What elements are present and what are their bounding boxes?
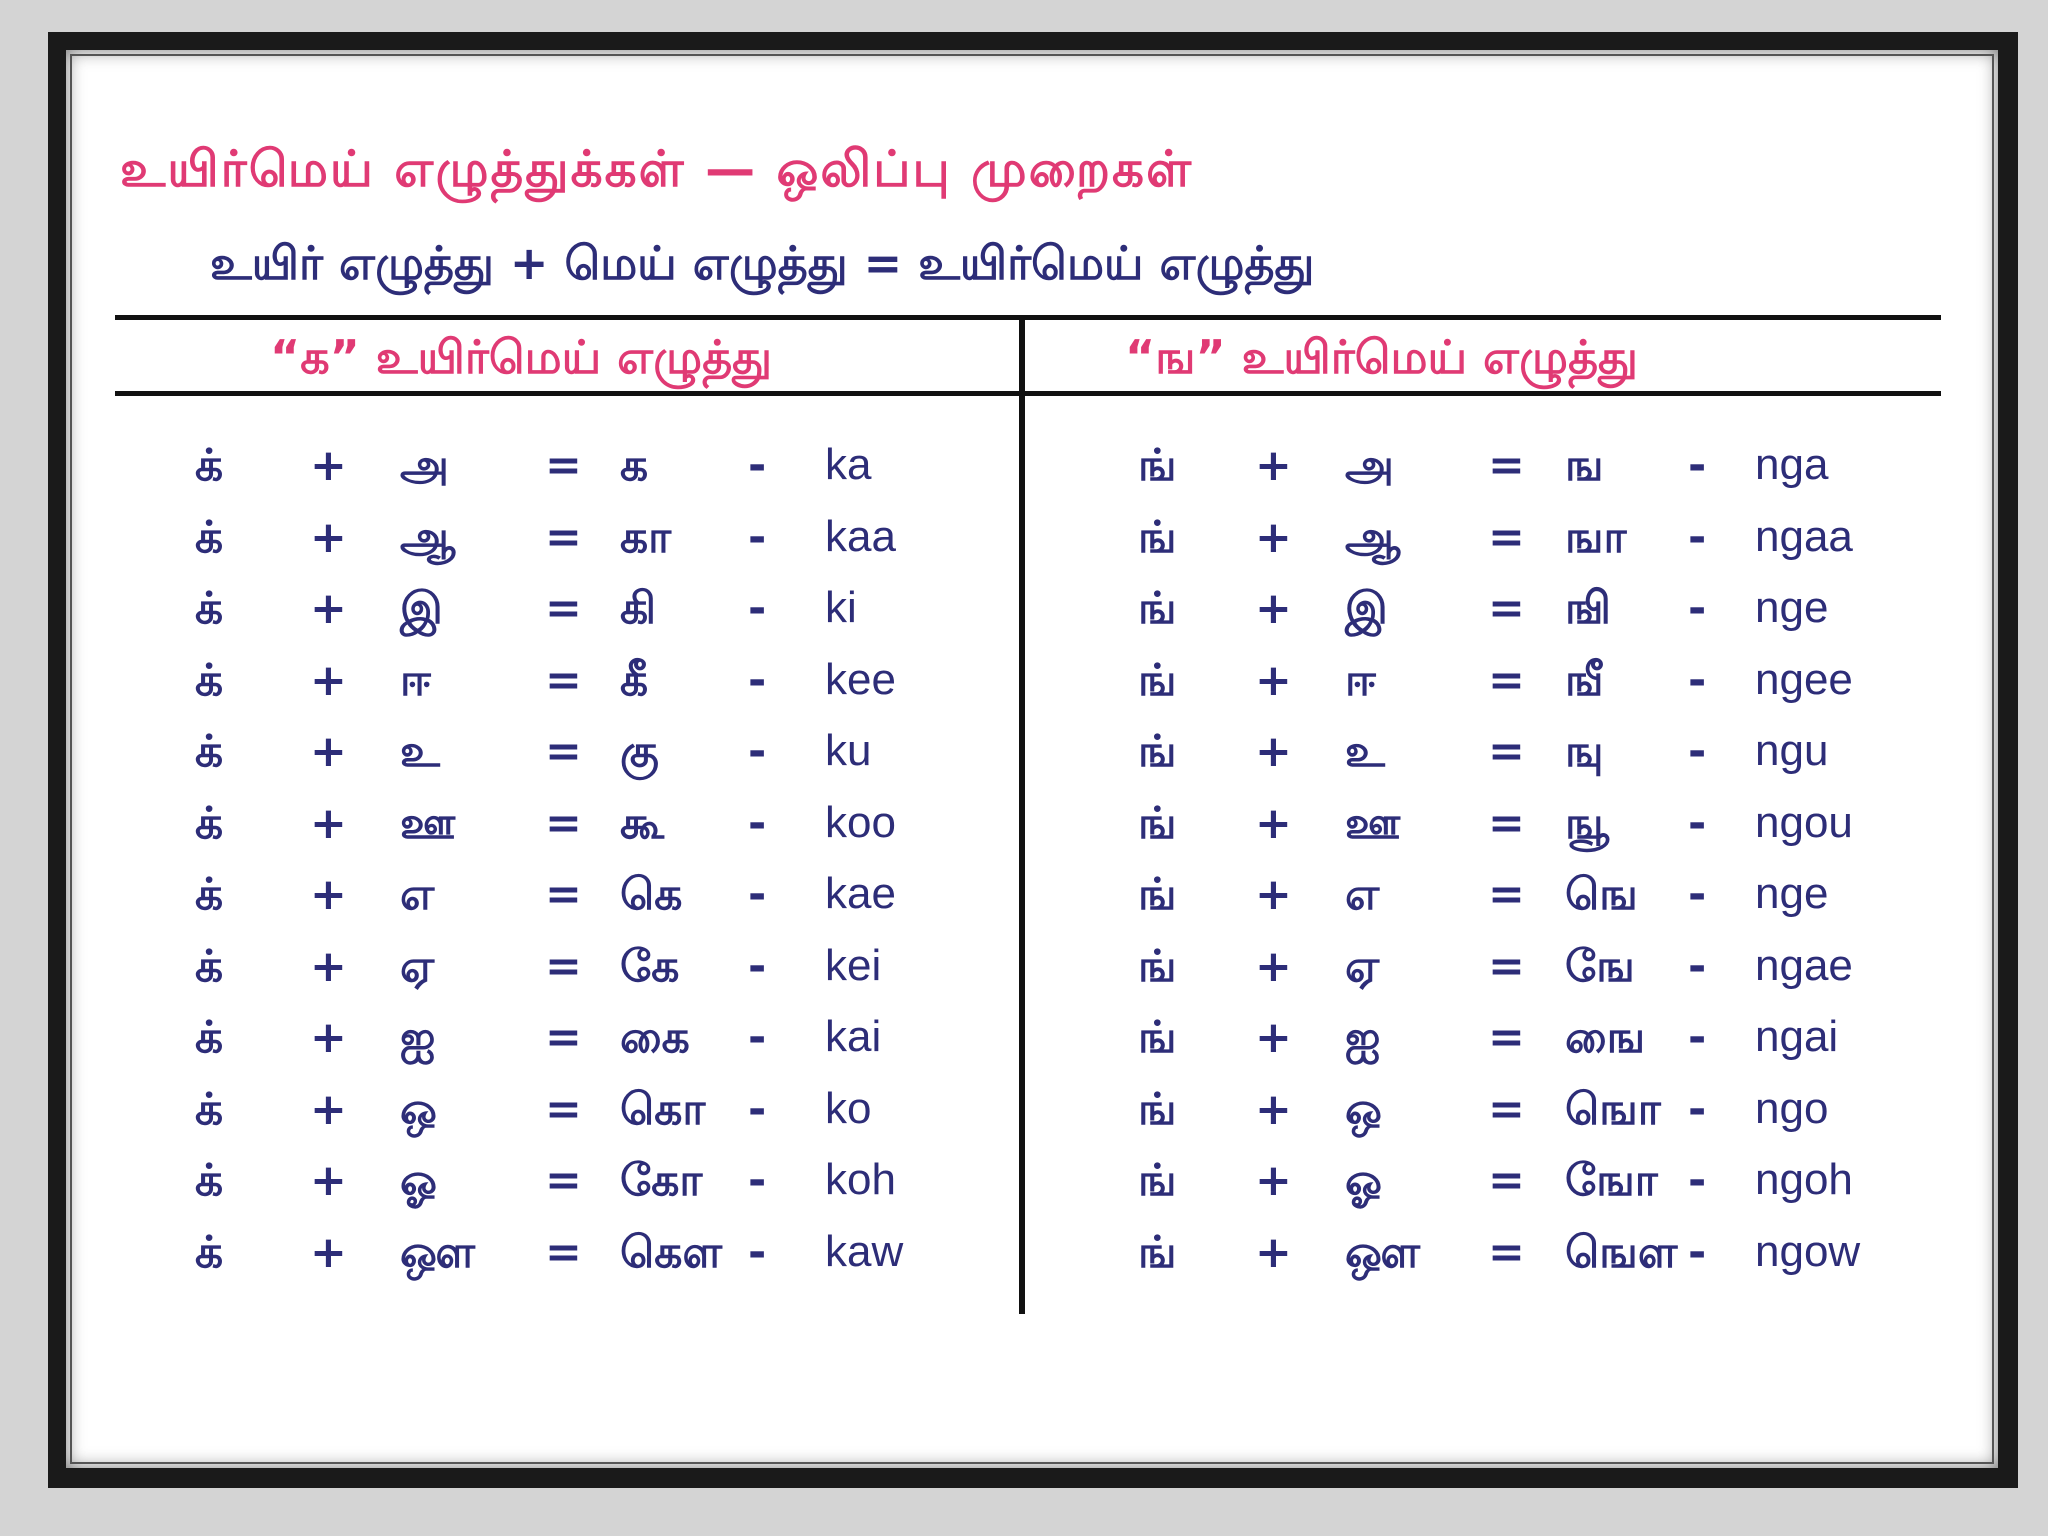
left-romanization: koo xyxy=(825,797,896,847)
left-plus-sign: + xyxy=(310,1083,347,1135)
right-row xyxy=(0,726,2048,786)
header-bottom-divider xyxy=(115,391,1941,396)
header-top-divider xyxy=(115,315,1941,320)
right-romanization: nge xyxy=(1755,869,1829,918)
left-dash-sign: - xyxy=(748,1012,767,1063)
left-dash-sign: - xyxy=(748,583,767,634)
right-romanization: ngou xyxy=(1755,797,1853,847)
right-row xyxy=(0,1227,2048,1287)
left-result-letter: கு xyxy=(620,726,659,777)
right-romanization: ngu xyxy=(1755,726,1829,775)
left-vowel: ஒ xyxy=(400,1083,437,1135)
left-result-letter: கி xyxy=(620,583,657,634)
right-vowel: ஐ xyxy=(1345,1012,1381,1063)
left-consonant: க் xyxy=(195,440,224,491)
right-dash-sign: - xyxy=(1688,1226,1707,1278)
right-plus-sign: + xyxy=(1255,583,1292,634)
right-plus-sign: + xyxy=(1255,1012,1292,1063)
left-column-header: “க” உயிர்மெய் எழுத்து xyxy=(270,330,773,384)
formula-line: உயிர் எழுத்து + மெய் எழுத்து = உயிர்மெய் எழுத்து xyxy=(210,236,1315,290)
left-consonant: க் xyxy=(195,583,224,634)
left-result-letter: கா xyxy=(620,511,672,563)
left-consonant: க் xyxy=(195,869,224,920)
right-consonant: ங் xyxy=(1138,1155,1177,1206)
left-dash-sign: - xyxy=(748,440,767,491)
left-result-letter: கொ xyxy=(620,1083,706,1135)
right-row xyxy=(0,869,2048,929)
right-romanization: nga xyxy=(1755,440,1829,489)
left-equals-sign: = xyxy=(545,726,582,777)
right-equals-sign: = xyxy=(1488,726,1525,777)
left-plus-sign: + xyxy=(310,797,347,849)
left-dash-sign: - xyxy=(748,940,767,992)
right-result-letter: ஙா xyxy=(1565,511,1627,563)
left-dash-sign: - xyxy=(748,726,767,777)
left-dash-sign: - xyxy=(748,1155,767,1206)
right-row xyxy=(0,512,2048,572)
left-romanization: ku xyxy=(825,726,872,775)
left-romanization: kee xyxy=(825,654,896,704)
left-plus-sign: + xyxy=(310,1012,347,1063)
right-result-letter: ஙௌ xyxy=(1565,1226,1678,1278)
right-dash-sign: - xyxy=(1688,797,1707,849)
right-dash-sign: - xyxy=(1688,1155,1707,1206)
right-result-letter: ஙி xyxy=(1565,583,1611,634)
right-vowel: எ xyxy=(1345,869,1380,920)
right-equals-sign: = xyxy=(1488,1226,1525,1278)
left-equals-sign: = xyxy=(545,1155,582,1206)
right-dash-sign: - xyxy=(1688,726,1707,777)
right-equals-sign: = xyxy=(1488,1012,1525,1063)
left-result-letter: கெ xyxy=(620,869,683,920)
right-result-letter: ஙு xyxy=(1565,726,1604,777)
left-plus-sign: + xyxy=(310,869,347,920)
left-vowel: ஐ xyxy=(400,1012,436,1063)
left-result-letter: கீ xyxy=(620,654,649,706)
left-plus-sign: + xyxy=(310,726,347,777)
left-dash-sign: - xyxy=(748,869,767,920)
right-plus-sign: + xyxy=(1255,797,1292,849)
right-plus-sign: + xyxy=(1255,940,1292,992)
left-plus-sign: + xyxy=(310,940,347,992)
right-equals-sign: = xyxy=(1488,583,1525,634)
left-dash-sign: - xyxy=(748,1226,767,1278)
right-plus-sign: + xyxy=(1255,869,1292,920)
left-equals-sign: = xyxy=(545,940,582,992)
left-result-letter: கே xyxy=(620,940,680,992)
left-vowel: உ xyxy=(400,726,440,777)
right-consonant: ங் xyxy=(1138,440,1177,491)
right-plus-sign: + xyxy=(1255,654,1292,706)
right-dash-sign: - xyxy=(1688,1012,1707,1063)
right-column-header: “ங” உயிர்மெய் எழுத்து xyxy=(1125,330,1638,384)
left-dash-sign: - xyxy=(748,654,767,706)
left-equals-sign: = xyxy=(545,1226,582,1278)
right-plus-sign: + xyxy=(1255,1226,1292,1278)
right-vowel: ஈ xyxy=(1345,654,1377,706)
right-dash-sign: - xyxy=(1688,440,1707,491)
right-equals-sign: = xyxy=(1488,1083,1525,1135)
right-consonant: ங் xyxy=(1138,511,1177,563)
left-vowel: ஏ xyxy=(400,940,435,992)
right-row xyxy=(0,1155,2048,1215)
left-romanization: ka xyxy=(825,440,872,489)
right-romanization: ngo xyxy=(1755,1083,1829,1133)
right-plus-sign: + xyxy=(1255,440,1292,491)
right-equals-sign: = xyxy=(1488,440,1525,491)
left-vowel: ஆ xyxy=(400,511,456,563)
right-consonant: ங் xyxy=(1138,726,1177,777)
left-plus-sign: + xyxy=(310,511,347,563)
left-romanization: kai xyxy=(825,1012,882,1061)
page-title: உயிர்மெய் எழுத்துக்கள் — ஒலிப்பு முறைகள் xyxy=(120,140,1194,198)
right-equals-sign: = xyxy=(1488,797,1525,849)
left-romanization: kaw xyxy=(825,1226,904,1276)
left-consonant: க் xyxy=(195,654,224,706)
left-romanization: kei xyxy=(825,940,882,990)
left-consonant: க் xyxy=(195,1155,224,1206)
left-equals-sign: = xyxy=(545,440,582,491)
left-vowel: எ xyxy=(400,869,435,920)
left-consonant: க் xyxy=(195,797,224,849)
right-row xyxy=(0,798,2048,858)
left-equals-sign: = xyxy=(545,583,582,634)
left-consonant: க் xyxy=(195,1226,224,1278)
right-consonant: ங் xyxy=(1138,797,1177,849)
left-equals-sign: = xyxy=(545,797,582,849)
right-dash-sign: - xyxy=(1688,1083,1707,1135)
left-consonant: க் xyxy=(195,1012,224,1063)
left-dash-sign: - xyxy=(748,1083,767,1135)
right-romanization: ngoh xyxy=(1755,1155,1853,1204)
left-vowel: ஈ xyxy=(400,654,432,706)
right-row xyxy=(0,655,2048,715)
right-consonant: ங் xyxy=(1138,1083,1177,1135)
right-romanization: ngow xyxy=(1755,1226,1861,1276)
right-dash-sign: - xyxy=(1688,869,1707,920)
right-equals-sign: = xyxy=(1488,869,1525,920)
right-vowel: ஊ xyxy=(1345,797,1401,849)
left-plus-sign: + xyxy=(310,583,347,634)
right-plus-sign: + xyxy=(1255,726,1292,777)
right-plus-sign: + xyxy=(1255,1083,1292,1135)
left-result-letter: கை xyxy=(620,1012,690,1063)
right-vowel: அ xyxy=(1345,440,1394,491)
right-row xyxy=(0,941,2048,1001)
left-romanization: ki xyxy=(825,583,857,632)
left-consonant: க் xyxy=(195,511,224,563)
right-consonant: ங் xyxy=(1138,654,1177,706)
right-vowel: ஓ xyxy=(1345,1155,1382,1206)
left-equals-sign: = xyxy=(545,511,582,563)
left-dash-sign: - xyxy=(748,797,767,849)
left-equals-sign: = xyxy=(545,1012,582,1063)
left-result-letter: கௌ xyxy=(620,1226,723,1278)
left-plus-sign: + xyxy=(310,1226,347,1278)
right-result-letter: ஙொ xyxy=(1565,1083,1661,1135)
right-equals-sign: = xyxy=(1488,654,1525,706)
right-romanization: ngaa xyxy=(1755,511,1853,561)
right-romanization: ngae xyxy=(1755,940,1853,990)
left-equals-sign: = xyxy=(545,654,582,706)
right-equals-sign: = xyxy=(1488,1155,1525,1206)
left-vowel: இ xyxy=(400,583,443,634)
left-result-letter: கோ xyxy=(620,1155,703,1206)
left-result-letter: க xyxy=(620,440,649,491)
right-romanization: ngee xyxy=(1755,654,1853,704)
left-vowel: ஔ xyxy=(400,1226,476,1278)
left-result-letter: கூ xyxy=(620,797,665,849)
right-dash-sign: - xyxy=(1688,583,1707,634)
right-equals-sign: = xyxy=(1488,940,1525,992)
left-plus-sign: + xyxy=(310,1155,347,1206)
right-romanization: nge xyxy=(1755,583,1829,632)
right-row xyxy=(0,440,2048,500)
left-romanization: ko xyxy=(825,1083,872,1133)
right-result-letter: ங xyxy=(1565,440,1604,491)
right-consonant: ங் xyxy=(1138,583,1177,634)
right-vowel: ஏ xyxy=(1345,940,1380,992)
left-dash-sign: - xyxy=(748,511,767,563)
right-vowel: உ xyxy=(1345,726,1385,777)
left-consonant: க் xyxy=(195,1083,224,1135)
right-vowel: ஆ xyxy=(1345,511,1401,563)
right-consonant: ங் xyxy=(1138,1012,1177,1063)
right-result-letter: ஙெ xyxy=(1565,869,1638,920)
left-plus-sign: + xyxy=(310,654,347,706)
right-result-letter: ஙோ xyxy=(1565,1155,1658,1206)
right-vowel: ஔ xyxy=(1345,1226,1421,1278)
right-romanization: ngai xyxy=(1755,1012,1839,1061)
right-row xyxy=(0,1012,2048,1072)
left-vowel: ஓ xyxy=(400,1155,437,1206)
left-plus-sign: + xyxy=(310,440,347,491)
right-row xyxy=(0,583,2048,643)
right-dash-sign: - xyxy=(1688,940,1707,992)
right-plus-sign: + xyxy=(1255,1155,1292,1206)
right-consonant: ங் xyxy=(1138,869,1177,920)
right-dash-sign: - xyxy=(1688,654,1707,706)
left-consonant: க் xyxy=(195,726,224,777)
right-result-letter: ஙை xyxy=(1565,1012,1646,1063)
left-vowel: ஊ xyxy=(400,797,456,849)
left-equals-sign: = xyxy=(545,869,582,920)
left-consonant: க் xyxy=(195,940,224,992)
right-vowel: ஒ xyxy=(1345,1083,1382,1135)
right-row xyxy=(0,1084,2048,1144)
left-romanization: koh xyxy=(825,1155,896,1204)
right-consonant: ங் xyxy=(1138,940,1177,992)
right-equals-sign: = xyxy=(1488,511,1525,563)
right-plus-sign: + xyxy=(1255,511,1292,563)
left-romanization: kae xyxy=(825,869,896,918)
right-result-letter: ஙீ xyxy=(1565,654,1604,706)
right-vowel: இ xyxy=(1345,583,1388,634)
left-romanization: kaa xyxy=(825,511,896,561)
right-consonant: ங் xyxy=(1138,1226,1177,1278)
right-result-letter: ஙூ xyxy=(1565,797,1610,849)
right-result-letter: ஙே xyxy=(1565,940,1635,992)
right-dash-sign: - xyxy=(1688,511,1707,563)
left-vowel: அ xyxy=(400,440,449,491)
left-equals-sign: = xyxy=(545,1083,582,1135)
